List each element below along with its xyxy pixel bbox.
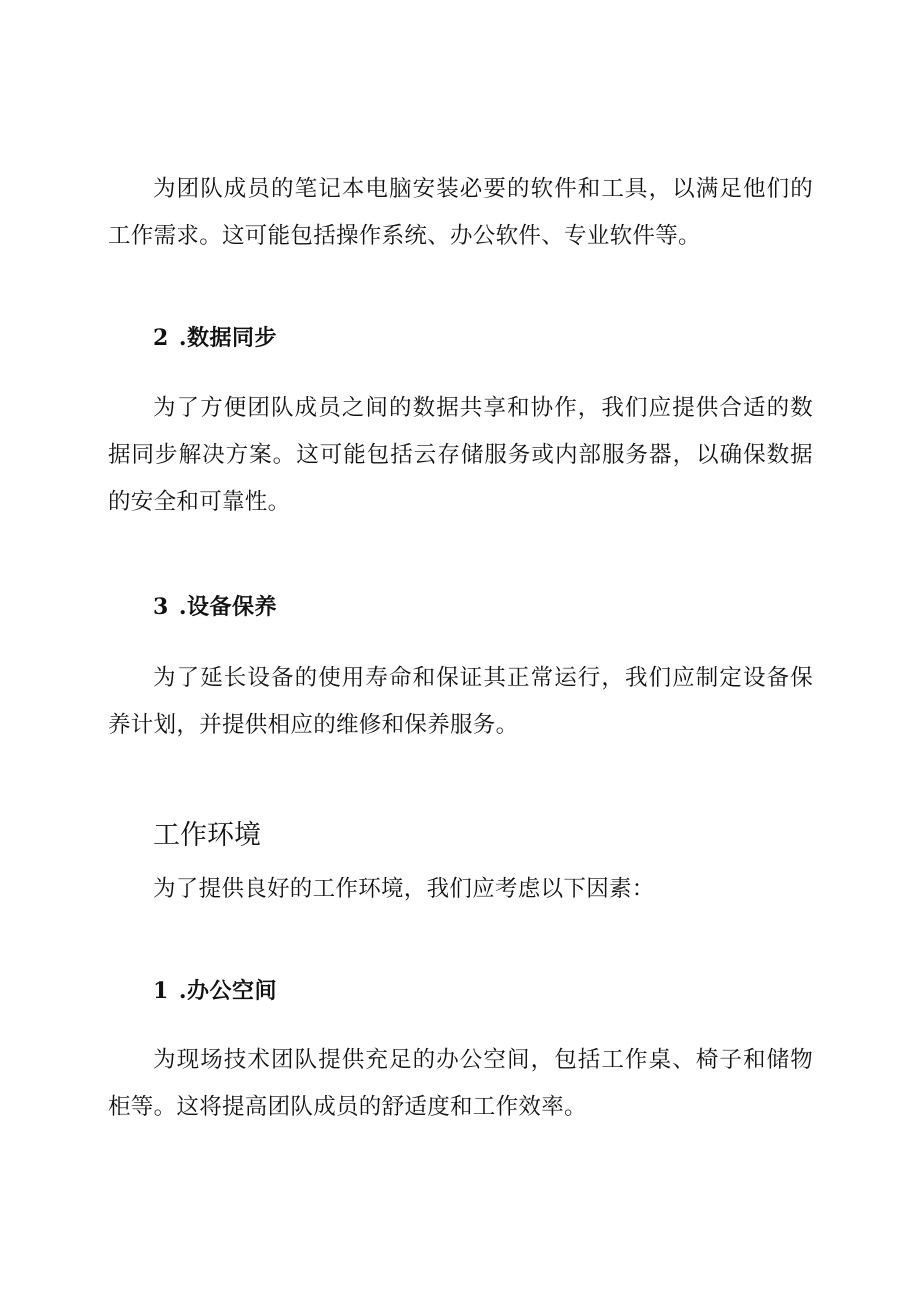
paragraph-software: 为团队成员的笔记本电脑安装必要的软件和工具，以满足他们的工作需求。这可能包括操作系统、办公软件、专业软件等。 [108,176,813,249]
heading-text: .办公空间 [178,978,277,1004]
heading-data-sync [153,323,277,353]
heading-number: 3 [153,594,169,620]
paragraph-work-environment-intro: 为了提供良好的工作环境，我们应考虑以下因素： [153,876,655,902]
heading-number: 2 [153,325,169,351]
heading-office-space [153,976,277,1006]
heading-text: .数据同步 [178,325,277,351]
paragraph-maintenance: 为了延长设备的使用寿命和保证其正常运行，我们应制定设备保养计划，并提供相应的维修和保养服务。 [108,665,813,738]
paragraph-office-space: 为现场技术团队提供充足的办公空间，包括工作桌、椅子和储物柜等。这将提高团队成员的舒适度和工作效率。 [108,1047,813,1120]
heading-maintenance [153,592,277,622]
heading-text: .设备保养 [178,594,277,620]
section-title-work-environment: 工作环境 [153,820,261,851]
heading-number: 1 [153,978,169,1004]
paragraph-data-sync: 为了方便团队成员之间的数据共享和协作，我们应提供合适的数据同步解决方案。这可能包括云存储服务或内部服务器，以确保数据的安全和可靠性。 [108,395,813,515]
